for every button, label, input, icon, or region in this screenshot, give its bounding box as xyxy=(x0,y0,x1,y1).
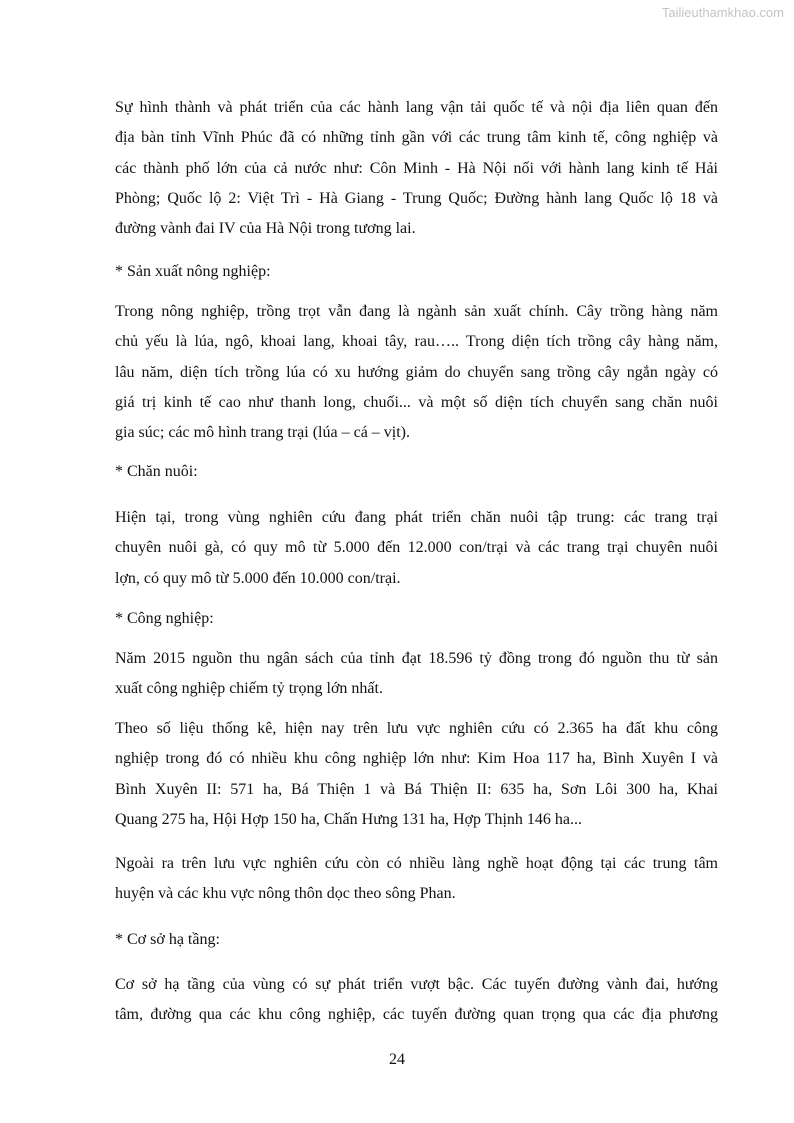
text-line: Trong nông nghiệp, trồng trọt vẫn đang là ngành sản xuất chính. Cây trồng hàng năm xyxy=(115,303,718,320)
text-line: tâm, đường qua các khu công nghiệp, các tuyến đường quan trọng qua các địa phương xyxy=(115,1006,718,1024)
text-line: Hiện tại, trong vùng nghiên cứu đang phát triển chăn nuôi tập trung: các trang trại xyxy=(115,509,718,526)
text-line: Ngoài ra trên lưu vực nghiên cứu còn có nhiều làng nghề hoạt động tại các trung tâm xyxy=(115,855,718,872)
text-line: lâu năm, diện tích trồng lúa có xu hướng giảm do chuyển sang trồng cây ngắn ngày có xyxy=(115,363,718,381)
paragraph-budget xyxy=(115,644,718,705)
text-line: chuyên nuôi gà, có quy mô từ 5.000 đến 12.000 con/trại và các trang trại chuyên nuôi xyxy=(115,539,718,557)
heading-agriculture xyxy=(115,257,718,287)
heading-livestock xyxy=(115,457,718,487)
page-number: 24 xyxy=(389,1051,405,1068)
text-line: Năm 2015 nguồn thu ngân sách của tỉnh đạt 18.596 tỷ đồng trong đó nguồn thu từ sản xyxy=(115,650,718,667)
section-heading: * Chăn nuôi: xyxy=(115,463,198,480)
heading-infrastructure xyxy=(115,925,718,955)
paragraph-agriculture xyxy=(115,297,718,448)
text-line: xuất công nghiệp chiếm tỷ trọng lớn nhất. xyxy=(115,680,383,698)
text-line: Theo số liệu thống kê, hiện nay trên lưu vực nghiên cứu có 2.365 ha đất khu công xyxy=(115,720,718,737)
paragraph-infrastructure xyxy=(115,970,718,1031)
text-line: giá trị kinh tế cao như thanh long, chuối... và một số diện tích chuyển sang chăn nuôi xyxy=(115,393,718,411)
watermark: Tailieuthamkhao.com xyxy=(661,5,784,20)
text-line: lợn, có quy mô từ 5.000 đến 10.000 con/trại. xyxy=(115,569,401,587)
section-heading: * Công nghiệp: xyxy=(115,610,214,627)
text-line: Bình Xuyên II: 571 ha, Bá Thiện 1 và Bá Thiện II: 635 ha, Sơn Lôi 300 ha, Khai xyxy=(115,780,718,798)
paragraph-transport-corridors xyxy=(115,93,718,244)
text-line: Quang 275 ha, Hội Hợp 150 ha, Chấn Hưng 131 ha, Hợp Thịnh 146 ha... xyxy=(115,810,583,828)
heading-industry xyxy=(115,604,718,634)
paragraph-livestock xyxy=(115,503,718,594)
text-line: gia súc; các mô hình trang trại (lúa – cá – vịt). xyxy=(115,424,411,442)
section-heading: * Cơ sở hạ tầng: xyxy=(115,931,220,948)
text-line: các thành phố lớn của cả nước như: Côn Minh - Hà Nội nối với hành lang kinh tế Hải xyxy=(115,159,718,177)
text-line: địa bàn tỉnh Vĩnh Phúc đã có những tỉnh gần với các trung tâm kinh tế, công nghiệp và xyxy=(115,129,718,147)
section-heading: * Sản xuất nông nghiệp: xyxy=(115,263,271,280)
text-line: Cơ sở hạ tầng của vùng có sự phát triển vượt bậc. Các tuyến đường vành đai, hướng xyxy=(115,976,718,993)
paragraph-craft-villages xyxy=(115,849,718,910)
text-line: đường vành đai IV của Hà Nội trong tương lai. xyxy=(115,220,416,238)
paragraph-industrial-zones xyxy=(115,714,718,835)
text-line: Phòng; Quốc lộ 2: Việt Trì - Hà Giang - Trung Quốc; Đường hành lang Quốc lộ 18 và xyxy=(115,189,718,207)
text-line: nghiệp trong đó có nhiều khu công nghiệp lớn như: Kim Hoa 117 ha, Bình Xuyên I và xyxy=(115,750,718,768)
text-line: huyện và các khu vực nông thôn dọc theo sông Phan. xyxy=(115,885,456,903)
text-line: Sự hình thành và phát triển của các hành lang vận tải quốc tế và nội địa liên quan đến xyxy=(115,99,718,116)
text-line: chủ yếu là lúa, ngô, khoai lang, khoai tây, rau….. Trong diện tích trồng cây hàng năm, xyxy=(115,333,718,351)
